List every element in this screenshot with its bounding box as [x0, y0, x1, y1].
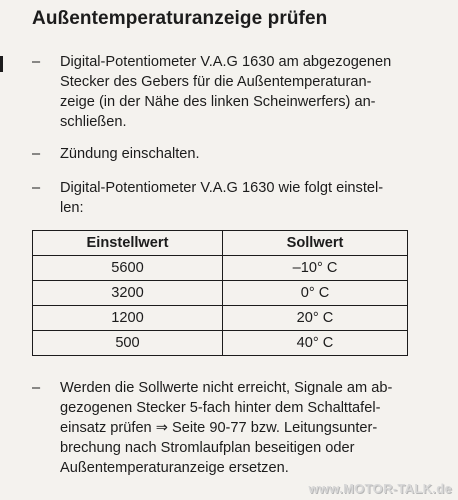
step-dash: –: [32, 146, 41, 162]
step-set-potentiometer: [32, 178, 410, 218]
step-1-line-3: zeige (in der Nähe des linken Scheinwerfers) an-: [60, 94, 376, 110]
table-cell-einstellwert: 500: [33, 331, 223, 356]
table-cell-sollwert: 40° C: [223, 331, 408, 356]
step-ignition-on: [32, 144, 410, 164]
page-title: Außentemperaturanzeige prüfen: [32, 8, 328, 29]
step-4-line-1: Werden die Sollwerte nicht erreicht, Signale am ab-: [60, 380, 393, 396]
table-row: [33, 331, 408, 356]
table-row: [33, 281, 408, 306]
step-check-signals: [32, 378, 410, 478]
table-cell-sollwert: 0° C: [223, 281, 408, 306]
step-1-line-1: Digital-Potentiometer V.A.G 1630 am abgezogenen: [60, 54, 392, 70]
table-cell-sollwert: –10° C: [223, 256, 408, 281]
table-cell-einstellwert: 5600: [33, 256, 223, 281]
table-cell-einstellwert: 1200: [33, 306, 223, 331]
step-dash: –: [32, 54, 41, 70]
header-sollwert: Sollwert: [223, 231, 408, 256]
table-cell-sollwert: 20° C: [223, 306, 408, 331]
table-row: [33, 256, 408, 281]
step-4-line-5: Außentemperaturanzeige ersetzen.: [60, 460, 289, 476]
table-cell-einstellwert: 3200: [33, 281, 223, 306]
step-3-line-2: len:: [60, 200, 84, 216]
step-3-line-1: Digital-Potentiometer V.A.G 1630 wie folgt einstel-: [60, 180, 384, 196]
step-2-line-1: Zündung einschalten.: [60, 146, 200, 162]
watermark-text: www.MOTOR-TALK.de: [308, 481, 452, 496]
header-einstellwert: Einstellwert: [33, 231, 223, 256]
step-1-line-2: Stecker des Gebers für die Außentemperaturan-: [60, 74, 372, 90]
setpoint-table: [32, 230, 408, 356]
step-dash: –: [32, 180, 41, 196]
step-connect-potentiometer: [32, 52, 410, 132]
step-4-line-3: einsatz prüfen ⇒ Seite 90-77 bzw. Leitungsunter-: [60, 420, 378, 436]
table-row: [33, 306, 408, 331]
step-1-line-4: schließen.: [60, 114, 127, 130]
table-header-row: [33, 231, 408, 256]
step-4-line-2: gezogenen Stecker 5-fach hinter dem Schalttafel-: [60, 400, 381, 416]
step-dash: –: [32, 380, 41, 396]
margin-change-bar: [0, 56, 3, 72]
step-4-line-4: brechung nach Stromlaufplan beseitigen oder: [60, 440, 355, 456]
